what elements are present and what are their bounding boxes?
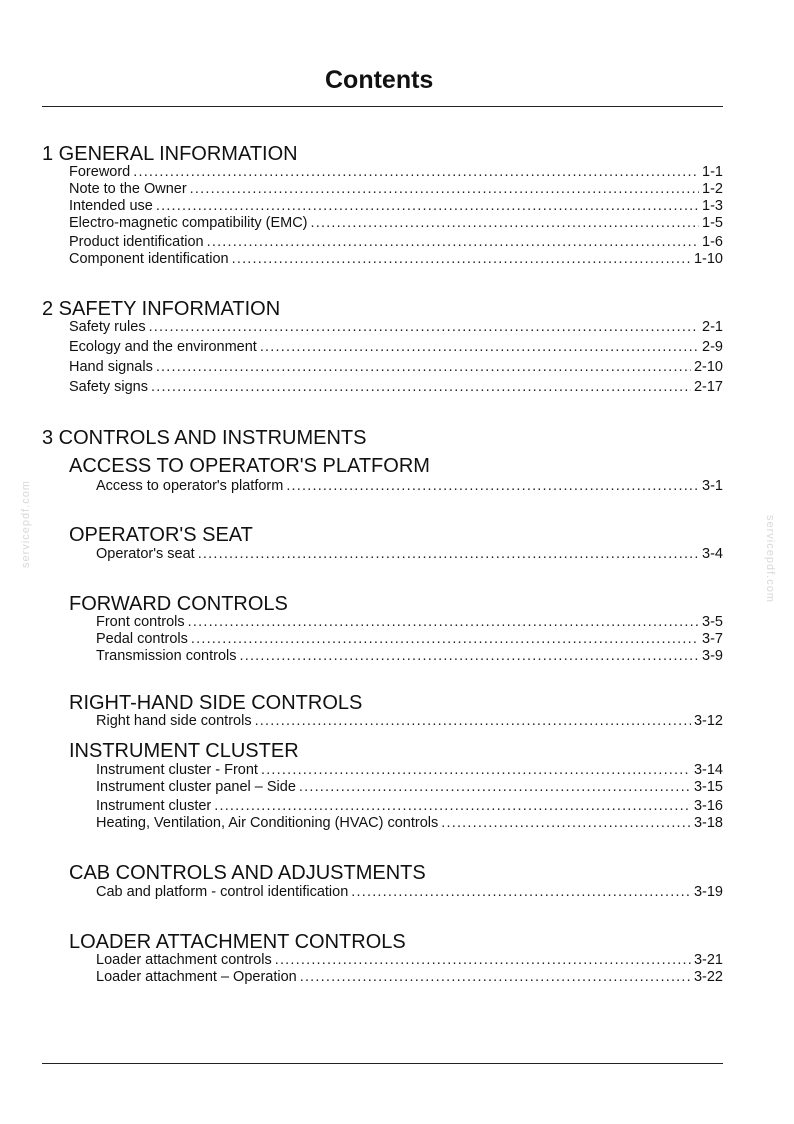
leader-dots [311,215,700,232]
toc-entry-label: Loader attachment – Operation [96,969,297,985]
leader-dots [133,164,699,181]
chapter-heading: 3 CONTROLS AND INSTRUMENTS [42,427,367,449]
toc-entry-page: 1-2 [702,181,723,197]
leader-dots [214,798,691,815]
toc-entry[interactable] [96,969,723,986]
toc-entry[interactable] [96,884,723,901]
toc-entry-page: 1-3 [702,198,723,214]
leader-dots [232,251,691,268]
section-heading: FORWARD CONTROLS [69,593,288,615]
toc-entry-page: 3-1 [702,478,723,494]
toc-entry[interactable] [96,478,723,495]
section-heading: CAB CONTROLS AND ADJUSTMENTS [69,862,426,884]
leader-dots [156,359,691,376]
toc-entry-label: Heating, Ventilation, Air Conditioning (HVAC) controls [96,815,439,831]
toc-entry-label: Foreword [69,164,131,180]
leader-dots [191,631,699,648]
bottom-divider [42,1063,723,1064]
leader-dots [188,614,699,631]
toc-entry-label: Note to the Owner [69,181,187,197]
toc-entry-page: 1-10 [693,251,723,267]
section-heading: RIGHT-HAND SIDE CONTROLS [69,692,363,714]
leader-dots [441,815,691,832]
leader-dots [300,969,691,986]
toc-entry[interactable] [69,251,723,268]
watermark-right: servicepdf.com [764,515,776,603]
toc-entry-label: Instrument cluster panel – Side [96,779,296,795]
leader-dots [299,779,691,796]
leader-dots [286,478,699,495]
toc-entry-page: 3-21 [693,952,723,968]
toc-entry-page: 1-1 [702,164,723,180]
leader-dots [351,884,691,901]
leader-dots [190,181,699,198]
chapter-heading: 1 GENERAL INFORMATION [42,143,298,165]
toc-entry-page: 3-22 [693,969,723,985]
toc-entry-page: 1-6 [702,234,723,250]
toc-entry-label: Electro-magnetic compatibility (EMC) [69,215,308,231]
toc-entry[interactable] [69,198,723,215]
toc-entry[interactable] [96,815,723,832]
toc-entry-label: Pedal controls [96,631,188,647]
toc-entry-page: 2-9 [702,339,723,355]
leader-dots [239,648,699,665]
chapter-heading: 2 SAFETY INFORMATION [42,298,281,320]
section-heading: ACCESS TO OPERATOR'S PLATFORM [69,455,430,477]
leader-dots [156,198,699,215]
toc-entry-page: 2-10 [693,359,723,375]
toc-entry-label: Transmission controls [96,648,237,664]
toc-entry-page: 3-15 [693,779,723,795]
leader-dots [151,379,691,396]
toc-entry[interactable] [96,713,723,730]
toc-entry[interactable] [69,215,723,232]
toc-entry-label: Safety rules [69,319,146,335]
toc-entry-label: Hand signals [69,359,153,375]
toc-entry-label: Instrument cluster - Front [96,762,258,778]
section-heading: OPERATOR'S SEAT [69,524,253,546]
toc-entry[interactable] [69,359,723,376]
toc-entry[interactable] [69,319,723,336]
toc-entry[interactable] [69,339,723,356]
toc-entry-page: 1-5 [702,215,723,231]
toc-entry-label: Instrument cluster [96,798,212,814]
section-heading: INSTRUMENT CLUSTER [69,740,299,762]
toc-entry[interactable] [96,952,723,969]
toc-entry-page: 3-4 [702,546,723,562]
toc-entry[interactable] [69,379,723,396]
leader-dots [149,319,699,336]
page-title: Contents [325,66,434,94]
toc-entry-page: 3-5 [702,614,723,630]
toc-entry-label: Access to operator's platform [96,478,284,494]
toc-entry-page: 2-1 [702,319,723,335]
toc-entry-page: 3-9 [702,648,723,664]
leader-dots [255,713,691,730]
toc-entry[interactable] [96,779,723,796]
toc-entry-label: Front controls [96,614,185,630]
leader-dots [198,546,699,563]
toc-entry-label: Product identification [69,234,204,250]
toc-entry-label: Loader attachment controls [96,952,272,968]
toc-entry-label: Safety signs [69,379,148,395]
toc-entry-page: 3-18 [693,815,723,831]
toc-entry-label: Intended use [69,198,153,214]
leader-dots [260,339,699,356]
toc-entry-label: Operator's seat [96,546,195,562]
toc-entry[interactable] [96,762,723,779]
toc-entry-page: 3-14 [693,762,723,778]
toc-entry[interactable] [69,234,723,251]
leader-dots [275,952,691,969]
leader-dots [261,762,691,779]
top-divider [42,106,723,107]
toc-entry[interactable] [96,546,723,563]
toc-entry-label: Component identification [69,251,229,267]
toc-entry[interactable] [69,164,723,181]
toc-entry-label: Right hand side controls [96,713,252,729]
section-heading: LOADER ATTACHMENT CONTROLS [69,931,406,953]
toc-entry-label: Cab and platform - control identification [96,884,349,900]
toc-entry-page: 3-7 [702,631,723,647]
toc-entry[interactable] [96,648,723,665]
watermark-left: servicepdf.com [20,480,32,568]
toc-entry[interactable] [96,798,723,815]
toc-entry-page: 3-19 [693,884,723,900]
toc-entry[interactable] [96,631,723,648]
toc-entry-label: Ecology and the environment [69,339,257,355]
toc-entry-page: 3-12 [693,713,723,729]
toc-entry-page: 3-16 [693,798,723,814]
toc-entry[interactable] [96,614,723,631]
toc-entry[interactable] [69,181,723,198]
leader-dots [207,234,699,251]
toc-entry-page: 2-17 [693,379,723,395]
